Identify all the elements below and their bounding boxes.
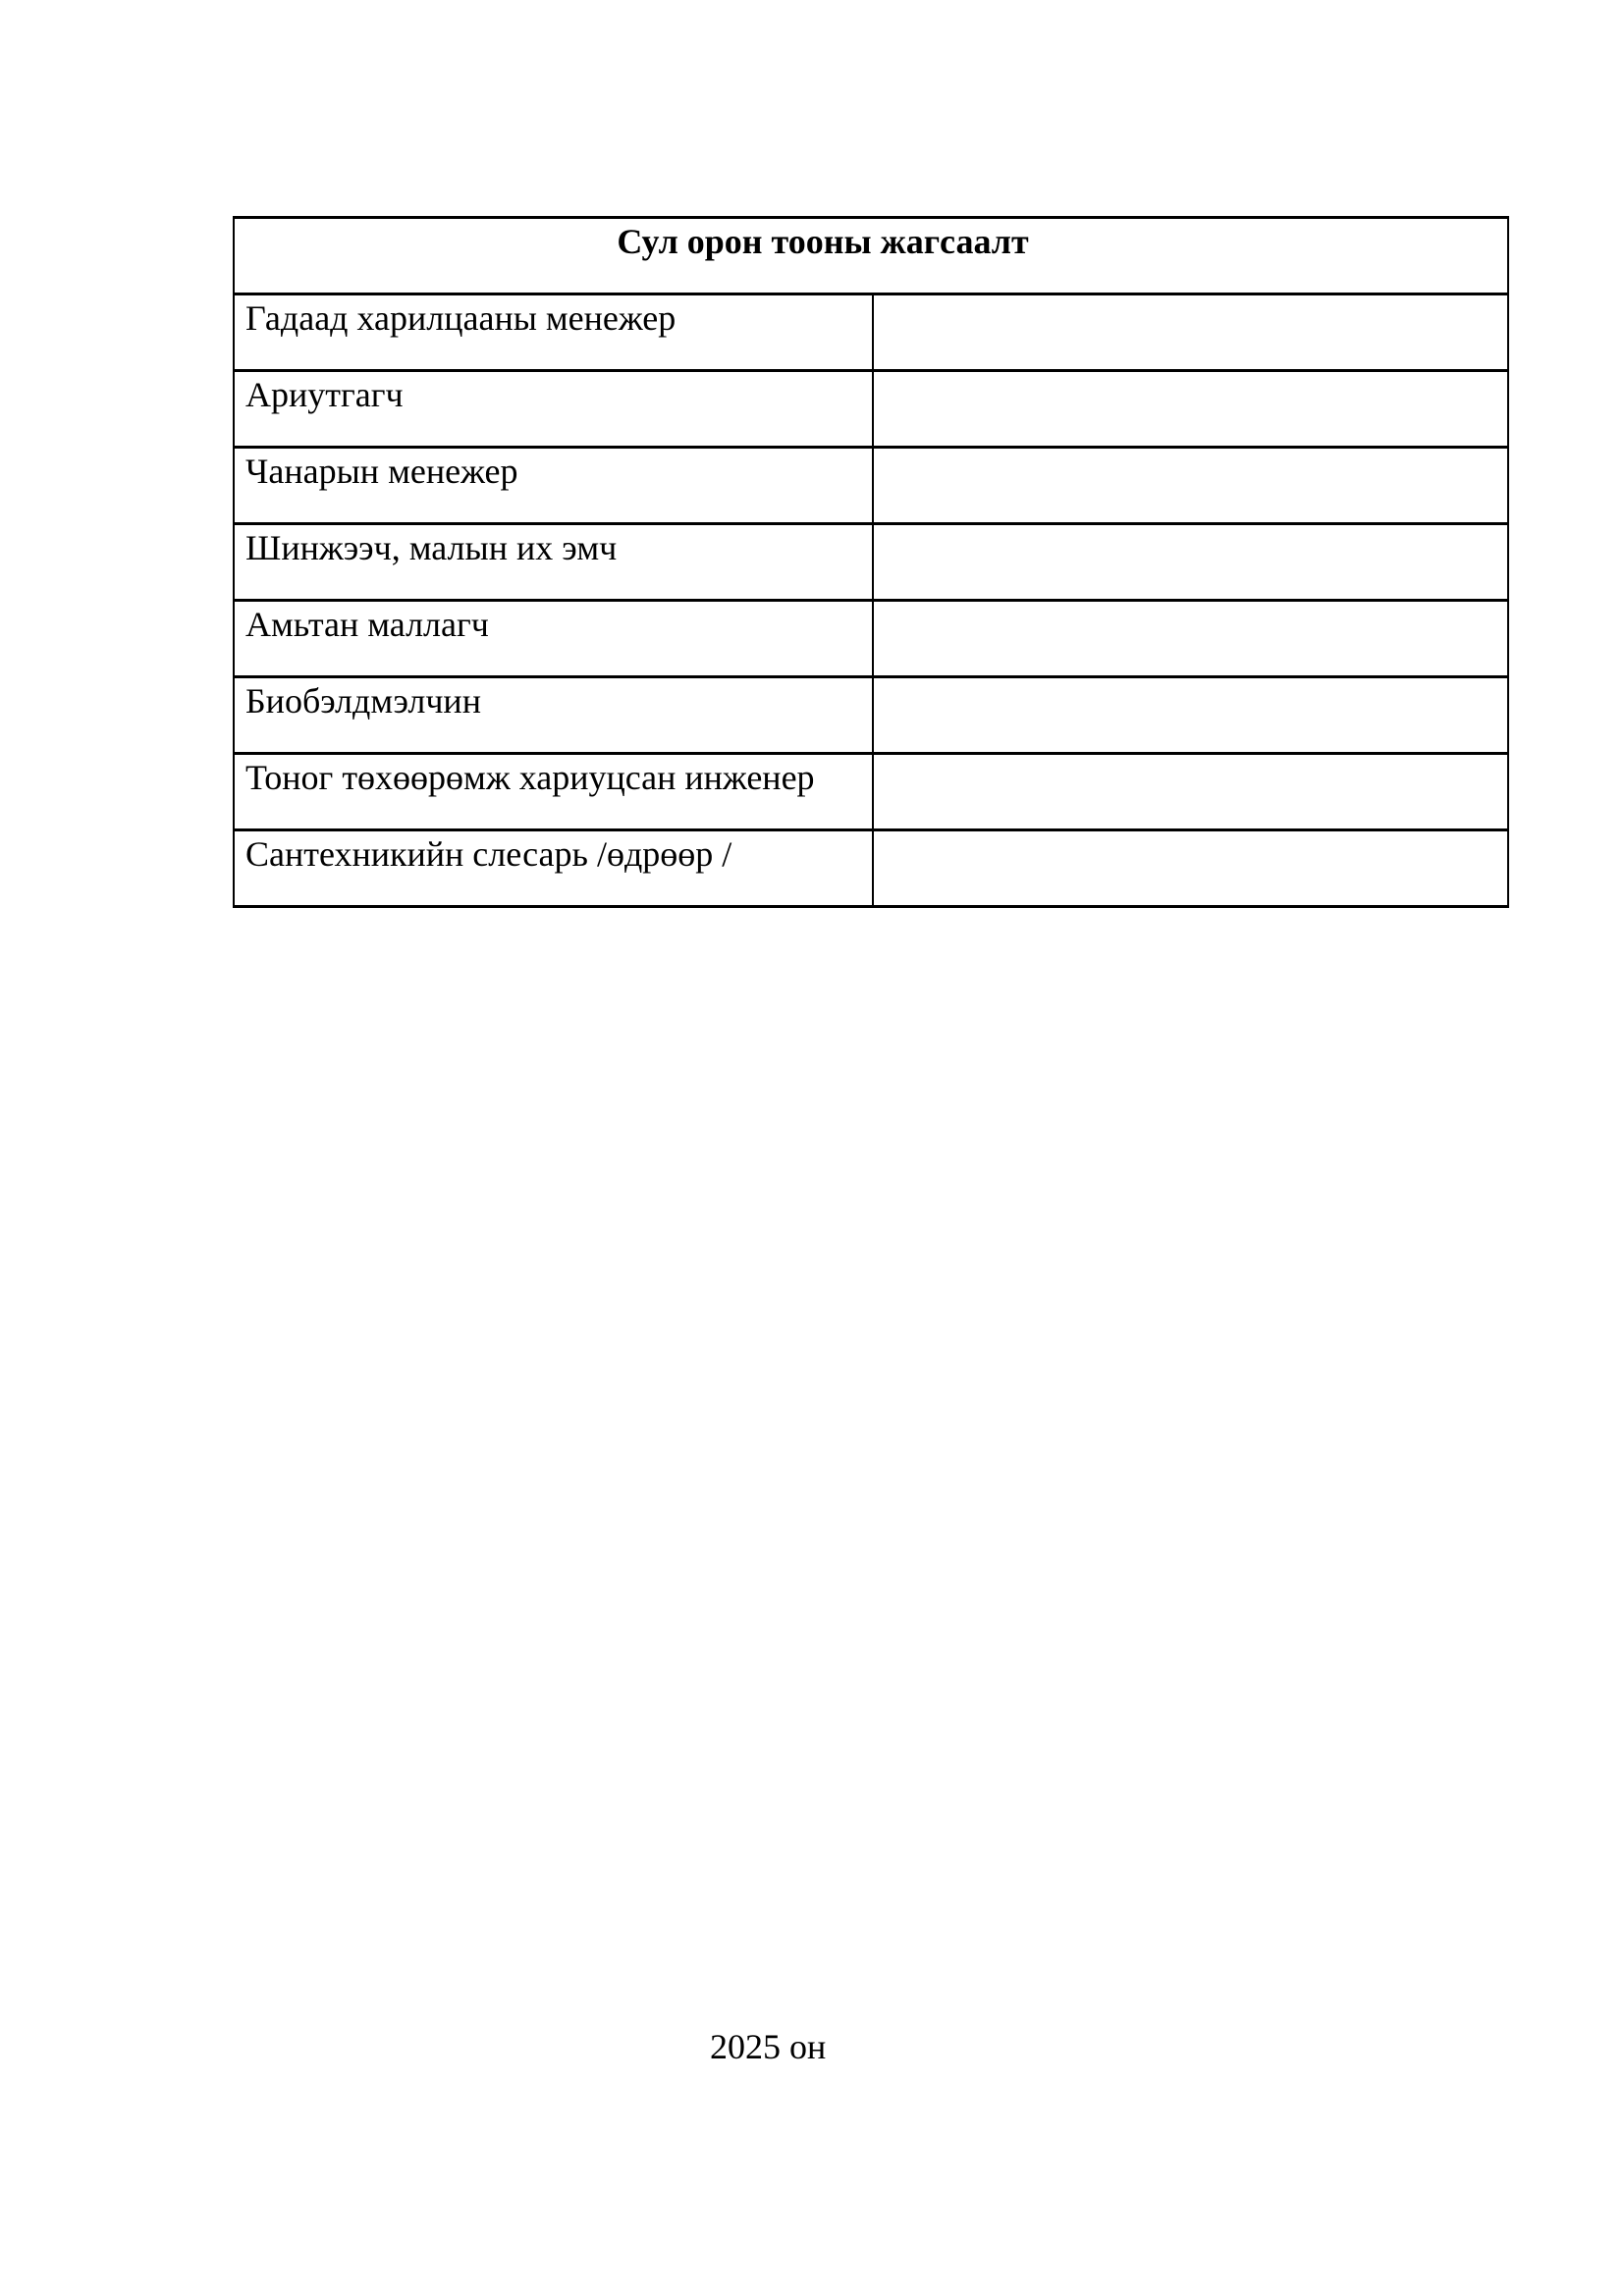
table-row bbox=[234, 677, 1508, 754]
position-cell: Биобэлдмэлчин bbox=[234, 677, 873, 754]
table-row bbox=[234, 754, 1508, 830]
value-cell bbox=[873, 677, 1508, 754]
value-cell bbox=[873, 754, 1508, 830]
position-cell: Тоног төхөөрөмж хариуцсан инженер bbox=[234, 754, 873, 830]
position-cell: Амьтан маллагч bbox=[234, 601, 873, 677]
table-row bbox=[234, 601, 1508, 677]
table-row bbox=[234, 294, 1508, 371]
value-cell bbox=[873, 371, 1508, 448]
year-label: 2025 он bbox=[710, 2027, 827, 2066]
table-header-row bbox=[234, 218, 1508, 294]
position-cell: Ариутгагч bbox=[234, 371, 873, 448]
position-cell: Сантехникийн слесарь /өдрөөр / bbox=[234, 830, 873, 907]
table-title: Сул орон тооны жагсаалт bbox=[234, 218, 1508, 294]
value-cell bbox=[873, 601, 1508, 677]
value-cell bbox=[873, 524, 1508, 601]
table-row bbox=[234, 371, 1508, 448]
position-cell: Шинжээч, малын их эмч bbox=[234, 524, 873, 601]
position-cell: Гадаад харилцааны менежер bbox=[234, 294, 873, 371]
vacancy-table bbox=[233, 216, 1509, 908]
value-cell bbox=[873, 294, 1508, 371]
table-row bbox=[234, 448, 1508, 524]
table-row bbox=[234, 830, 1508, 907]
value-cell bbox=[873, 448, 1508, 524]
value-cell bbox=[873, 830, 1508, 907]
table-row bbox=[234, 524, 1508, 601]
position-cell: Чанарын менежер bbox=[234, 448, 873, 524]
